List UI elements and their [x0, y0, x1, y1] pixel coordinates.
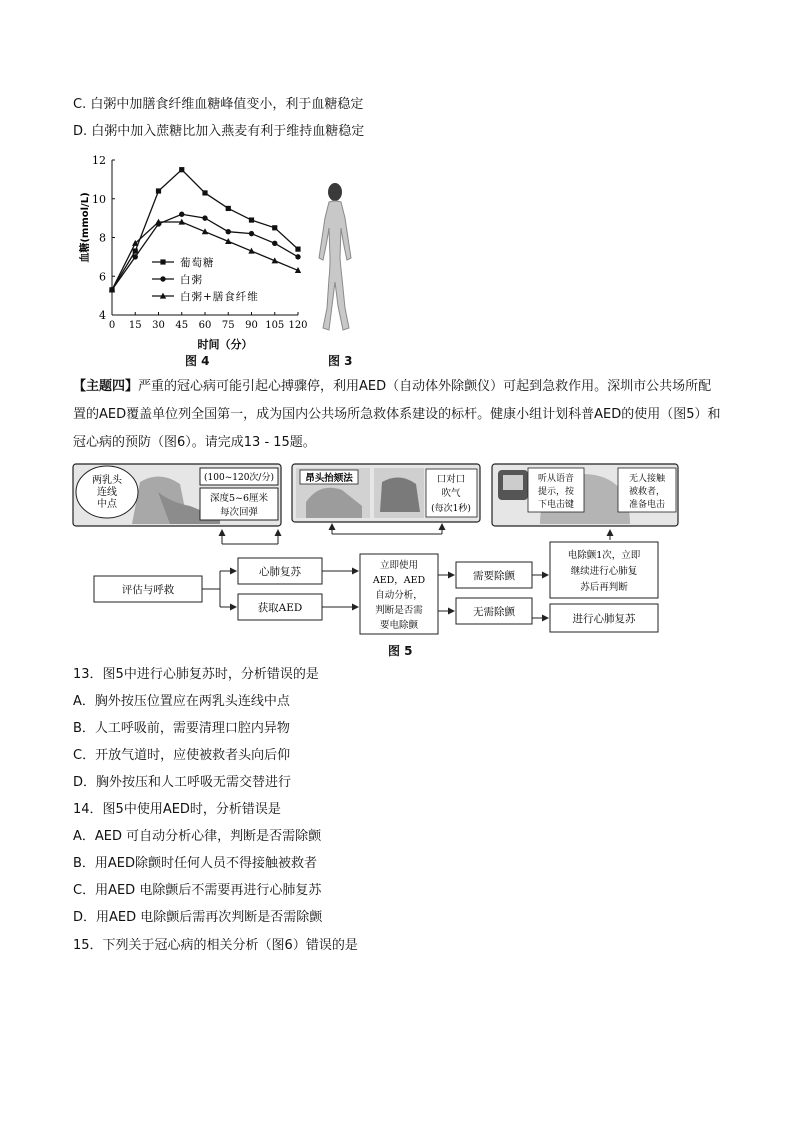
q13-option-d: D．胸外按压和人工呼吸无需交替进行 [73, 775, 292, 790]
data-point-square [179, 167, 184, 172]
legend-label: 白粥+膳食纤维 [180, 291, 259, 303]
aed-use-4: 判断是否需 [375, 605, 423, 616]
aed-device-panel [492, 464, 678, 526]
shock-2: 继续进行心肺复 [570, 566, 638, 577]
mouth-to-mouth: 口对口 [436, 474, 466, 485]
blow-air: 吹气 [441, 488, 461, 499]
q13-option-c: C．开放气道时，应使被救者头向后仰 [73, 748, 291, 763]
blood-glucose-line-chart [78, 150, 313, 365]
oval-line-3: 中点 [97, 499, 117, 510]
aed-use-5: 要电除颤 [379, 620, 419, 631]
option-c: C. 白粥中加膳食纤维血糖峰值变小，利于血糖稳定 [73, 97, 364, 112]
shock-3: 苏后再判断 [580, 582, 628, 593]
data-point-square [226, 206, 231, 211]
theme-4-label: 【主题四】 [73, 379, 139, 394]
flow-get-aed [238, 594, 322, 620]
data-point-circle [226, 229, 231, 234]
q13-option-b: B．人工呼吸前，需要清理口腔内异物 [73, 721, 290, 736]
x-tick-label: 75 [221, 320, 235, 331]
legend-label: 葡萄糖 [180, 257, 215, 269]
data-point-circle [272, 241, 277, 246]
q14-option-b: B．用AED除颤时任何人员不得接触被救者 [73, 856, 318, 871]
airway-breathing-panel [292, 464, 480, 522]
x-axis-label: 时间（分） [197, 338, 253, 351]
data-point-square [272, 225, 277, 230]
figure-5-caption: 图 5 [388, 644, 413, 658]
y-tick-label: 8 [99, 231, 106, 245]
no-contact-1: 无人接触 [628, 474, 666, 484]
figure-4-caption: 图 4 [185, 354, 210, 368]
x-tick-label: 90 [245, 320, 258, 331]
x-tick-label: 15 [128, 320, 142, 331]
y-tick-label: 6 [99, 270, 106, 284]
aed-use-2: AED，AED [372, 575, 426, 586]
data-point-circle [249, 231, 254, 236]
data-point-square [202, 190, 207, 195]
flow-assess [94, 576, 202, 602]
need-shock-box: 需要除颤 [473, 570, 515, 582]
legend-marker-square [160, 259, 165, 264]
chart-axes [78, 154, 308, 351]
y-tick-label: 4 [99, 309, 106, 322]
x-tick-label: 30 [152, 320, 165, 331]
legend-label: 白粥 [180, 274, 203, 286]
y-tick-label: 10 [92, 192, 106, 206]
no-contact-2: 被救者， [628, 487, 666, 497]
q14-option-c: C．用AED 电除颤后不需要再进行心肺复苏 [73, 883, 322, 898]
y-tick-label: 12 [92, 154, 106, 167]
flow-no-shock [456, 598, 532, 624]
compression-rate: (100~120次/分) [204, 473, 274, 483]
flow-shock-once [550, 542, 658, 598]
legend-marker-circle [160, 276, 165, 281]
no-shock-box: 无需除颤 [473, 606, 515, 618]
do-cpr-box: 进行心肺复苏 [572, 613, 636, 625]
compression-depth: 深度5~6厘米 [209, 493, 269, 504]
voice-prompt-1: 听从语音 [537, 474, 575, 484]
head-tilt-label: 昂头抬颏法 [305, 473, 353, 484]
x-tick-label: 105 [265, 320, 285, 331]
x-tick-label: 60 [198, 320, 212, 331]
flow-aed-use [360, 554, 438, 634]
aed-use-3: 自动分析， [375, 590, 423, 601]
voice-prompt-3: 下电击键 [537, 500, 575, 510]
figure-3-caption: 图 3 [328, 354, 353, 368]
chart-legend [152, 256, 259, 303]
no-contact-3: 准备电击 [628, 500, 666, 510]
data-point-circle [295, 254, 300, 259]
voice-prompt-2: 提示，按 [537, 487, 575, 497]
cpr-box: 心肺复苏 [259, 566, 301, 578]
q14-option-a: A．AED 可自动分析心律，判断是否需除颤 [73, 829, 322, 844]
oval-line-1: 两乳头 [92, 475, 122, 486]
x-tick-label: 0 [108, 320, 116, 331]
data-point-square [133, 248, 138, 253]
human-figure-illustration [305, 178, 365, 338]
q13-option-a: A．胸外按压位置应在两乳头连线中点 [73, 694, 290, 709]
data-point-circle [202, 215, 207, 220]
data-point-circle [133, 254, 138, 259]
assess-call-box: 评估与呼救 [121, 584, 175, 596]
flow-need-shock [456, 562, 532, 588]
q15-stem: 15．下列关于冠心病的相关分析（图6）错误的是 [73, 938, 358, 953]
aed-use-flowchart [70, 462, 680, 662]
data-point-circle [179, 212, 184, 217]
per-breath-time: (每次1秒) [431, 504, 471, 514]
oval-line-2: 连线 [97, 487, 117, 498]
theme-4-paragraph [73, 373, 723, 457]
flow-do-cpr [550, 604, 658, 632]
option-d: D. 白粥中加入蔗糖比加入燕麦有利于维持血糖稳定 [73, 124, 365, 139]
q14-option-d: D．用AED 电除颤后需再次判断是否需除颤 [73, 910, 323, 925]
cpr-compression-panel [73, 464, 281, 526]
x-tick-label: 120 [288, 320, 308, 331]
shock-1: 电除颤1次，立即 [567, 550, 641, 561]
aed-use-1: 立即使用 [379, 560, 419, 571]
theme-4-text: 严重的冠心病可能引起心搏骤停，利用AED（自动体外除颤仪）可起到急救作用。深圳市公共场所配置的AED覆盖单位列全国第一，成为国内公共场所急救体系建设的标杆。健康小组计划科普AED的使用（图5）和冠心病的预防（图6）。请完成13 - 15题。 [73, 379, 721, 450]
q14-stem: 14．图5中使用AED时，分析错误是 [73, 802, 281, 817]
data-point-square [156, 188, 161, 193]
flow-cpr [238, 558, 322, 584]
data-point-square [295, 247, 300, 252]
data-point-square [249, 217, 254, 222]
compression-rebound: 每次回弹 [219, 507, 259, 518]
x-tick-label: 45 [175, 320, 189, 331]
q13-stem: 13．图5中进行心肺复苏时，分析错误的是 [73, 667, 319, 682]
get-aed-box: 获取AED [257, 602, 303, 614]
y-axis-label: 血糖(mmol/L) [80, 192, 91, 263]
